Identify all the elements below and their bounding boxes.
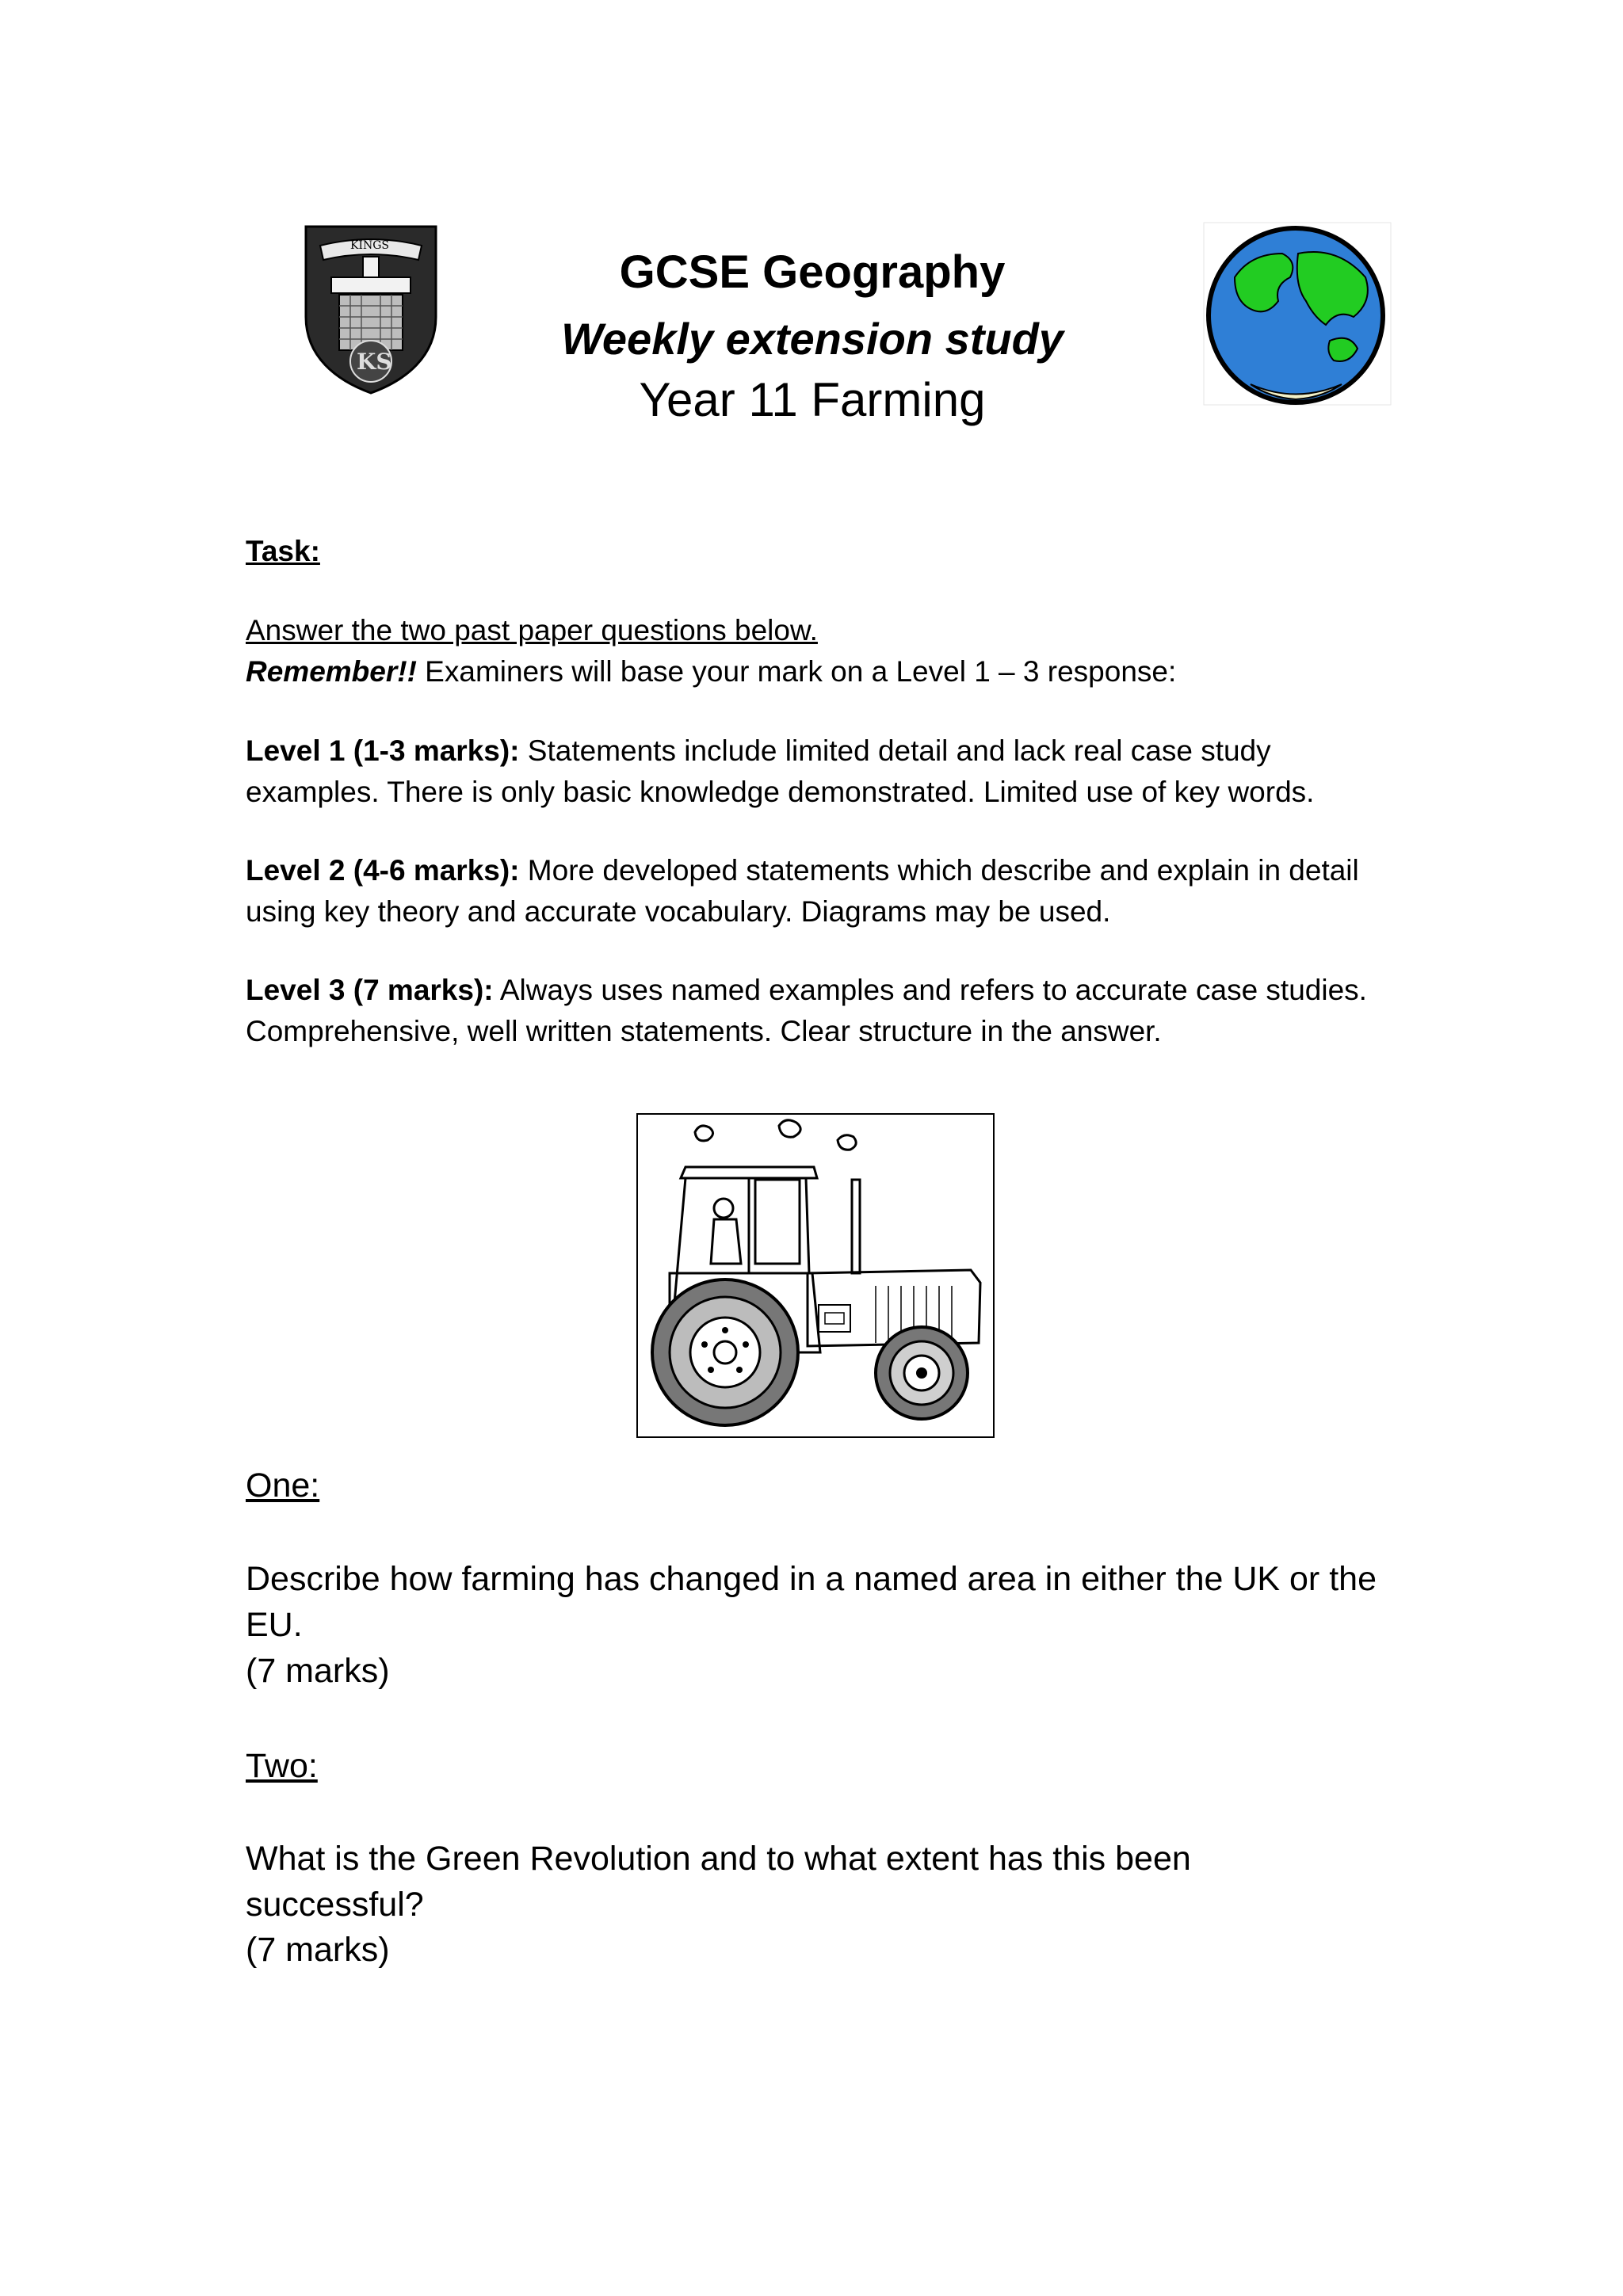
- remember-label: Remember!!: [246, 655, 417, 688]
- level-3-text: Always uses named examples and refers to accurate case studies. Comprehensive, well written statements. Clear structure in the answer.: [246, 974, 1367, 1047]
- question-two-heading: Two:: [246, 1747, 318, 1785]
- page-subtitle: Weekly extension study: [561, 314, 1064, 364]
- level-1-descriptor: [246, 730, 1403, 813]
- level-3-label: Level 3 (7 marks):: [246, 974, 494, 1006]
- crest-monogram: KS: [357, 349, 392, 375]
- question-two-text: What is the Green Revolution and to what extent has this been successful?: [246, 1840, 1191, 1924]
- question-one-heading: One:: [246, 1466, 320, 1505]
- globe-icon: [1203, 222, 1392, 406]
- crest-banner-text: KINGS: [350, 239, 390, 252]
- school-crest-logo: [303, 222, 439, 396]
- page-topic: Year 11 Farming: [639, 373, 986, 426]
- level-3-descriptor: [246, 970, 1403, 1052]
- task-instruction: Answer the two past paper questions below.: [246, 614, 818, 646]
- level-1-text: Statements include limited detail and lack real case study examples. There is only basic knowledge demonstrated. Limited use of key words.: [246, 734, 1315, 808]
- tractor-illustration: [636, 1113, 995, 1438]
- question-one-marks: (7 marks): [246, 1652, 390, 1690]
- level-2-text: More developed statements which describe and explain in detail using key theory and accurate vocabulary. Diagrams may be used.: [246, 854, 1359, 928]
- question-one-text: Describe how farming has changed in a named area in either the UK or the EU.: [246, 1560, 1377, 1644]
- task-heading: Task:: [246, 535, 320, 567]
- remember-text: Examiners will base your mark on a Level 1 – 3 response:: [416, 655, 1177, 688]
- level-2-descriptor: [246, 850, 1403, 933]
- task-remember: [246, 651, 1403, 692]
- question-two-marks: (7 marks): [246, 1931, 390, 1969]
- level-2-label: Level 2 (4-6 marks):: [246, 854, 520, 887]
- page-title: GCSE Geography: [619, 246, 1006, 298]
- level-1-label: Level 1 (1-3 marks):: [246, 734, 520, 767]
